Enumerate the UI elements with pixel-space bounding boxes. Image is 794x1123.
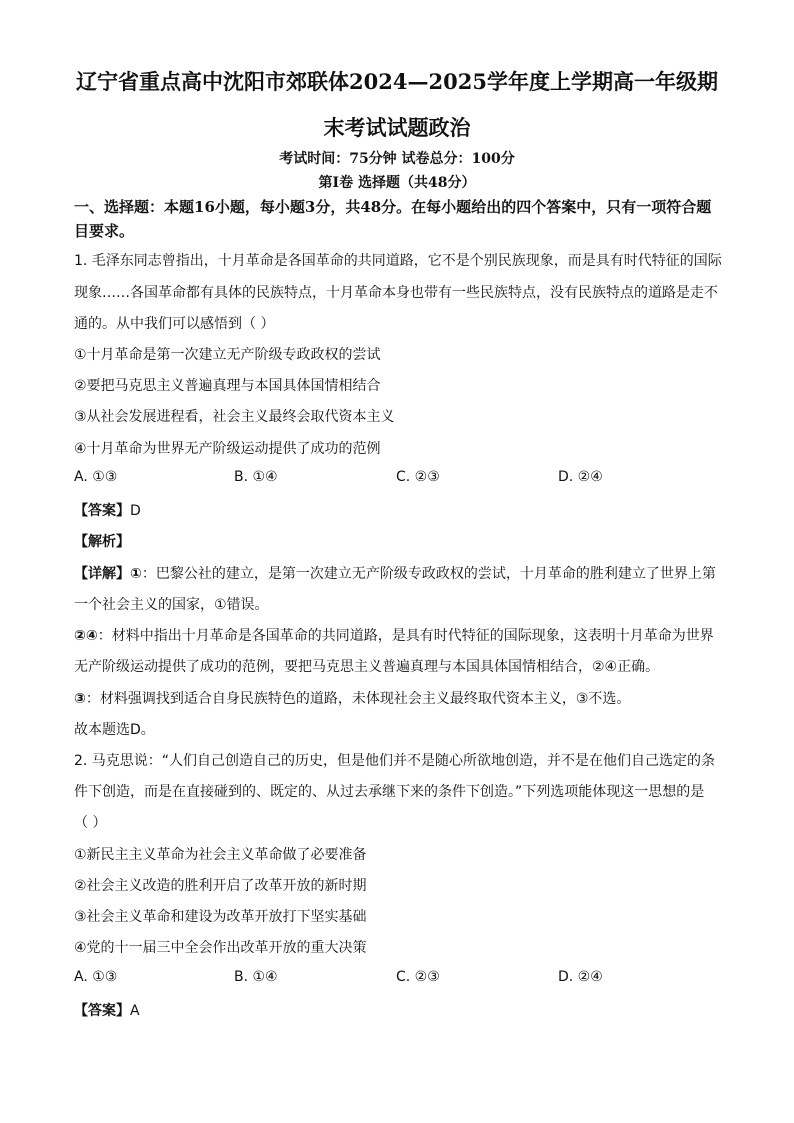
q1-option-d: D. ②④ bbox=[558, 469, 603, 485]
q1-detail-line5 bbox=[74, 688, 724, 708]
q2-option-b: B. ①④ bbox=[234, 969, 278, 985]
q1-detail-line3 bbox=[74, 625, 724, 645]
exam-info: 考试时间：75分钟 试卷总分：100分 bbox=[279, 151, 515, 167]
q1-conclusion: 故本题选D。 bbox=[74, 722, 155, 738]
exam-title-line1: 辽宁省重点高中沈阳市郊联体2024—2025学年度上学期高一年级期 bbox=[76, 69, 718, 94]
q1-item-2: ②要把马克思主义普遍真理与本国具体国情相结合 bbox=[74, 378, 381, 394]
q2-stem-line1: 2. 马克思说：“人们自己创造自己的历史，但是他们并不是随心所欲地创造，并不是在他们自己选定的条 bbox=[74, 753, 716, 769]
q1-detail-text1a: ：巴黎公社的建立，是第一次建立无产阶级专政政权的尝试，十月革命的胜利建立了世界上第 bbox=[141, 566, 716, 582]
q1-option-c: C. ②③ bbox=[396, 469, 440, 485]
q2-option-d: D. ②④ bbox=[558, 969, 603, 985]
q1-option-b: B. ①④ bbox=[234, 469, 278, 485]
q2-item-4: ④党的十一届三中全会作出改革开放的重大决策 bbox=[74, 940, 367, 956]
q2-option-c: C. ②③ bbox=[396, 969, 440, 985]
q1-detail-line2: 一个社会主义的国家，①错误。 bbox=[74, 597, 269, 613]
q2-option-a: A. ①③ bbox=[74, 969, 118, 985]
q1-stem-line1: 1. 毛泽东同志曾指出，十月革命是各国革命的共同道路，它不是个别民族现象，而是具有时代特征的国际 bbox=[74, 253, 722, 269]
q1-detail-mark2: ②④ bbox=[74, 628, 98, 644]
q2-stem-line3: （ ） bbox=[74, 815, 107, 831]
q1-detail-text3: ：材料强调找到适合自身民族特色的道路，未体现社会主义最终取代资本主义，③不选。 bbox=[85, 691, 631, 707]
exam-title-line2: 末考试试题政治 bbox=[323, 115, 471, 140]
q1-detail-label: 【详解】 bbox=[74, 566, 130, 582]
q2-answer bbox=[74, 1000, 724, 1020]
q2-item-3: ③社会主义革命和建设为改革开放打下坚实基础 bbox=[74, 909, 367, 925]
part-title: 第Ⅰ卷 选择题（共48分） bbox=[318, 175, 476, 191]
q1-detail-text2a: ：材料中指出十月革命是各国革命的共同道路，是具有时代特征的国际现象，这表明十月革命为世界 bbox=[97, 628, 714, 644]
q2-stem-line2: 件下创造，而是在直接碰到的、既定的、从过去承继下来的条件下创造。”下列选项能体现这一思想的是 bbox=[74, 784, 705, 800]
q1-detail-line1 bbox=[74, 563, 724, 583]
q1-answer bbox=[74, 500, 724, 520]
q1-option-a: A. ①③ bbox=[74, 469, 118, 485]
q1-detail-mark1: ① bbox=[130, 566, 142, 582]
q2-answer-value: A bbox=[130, 1003, 140, 1019]
q1-item-3: ③从社会发展进程看，社会主义最终会取代资本主义 bbox=[74, 409, 395, 425]
q1-item-1: ①十月革命是第一次建立无产阶级专政政权的尝试 bbox=[74, 347, 381, 363]
q1-stem-line2: 现象……各国革命都有具体的民族特点，十月革命本身也带有一些民族特点，没有民族特点的道路是走不 bbox=[74, 285, 718, 301]
q1-item-4: ④十月革命为世界无产阶级运动提供了成功的范例 bbox=[74, 441, 381, 457]
q1-analysis-label: 【解析】 bbox=[74, 534, 130, 550]
q1-answer-label: 【答案】 bbox=[74, 503, 130, 519]
section-heading: 一、选择题：本题16小题，每小题3分，共48分。在每小题给出的四个答案中，只有一项符合题目要求。 bbox=[74, 198, 712, 240]
q2-answer-label: 【答案】 bbox=[74, 1003, 130, 1019]
q2-item-1: ①新民主主义革命为社会主义革命做了必要准备 bbox=[74, 847, 367, 863]
q1-detail-mark3: ③ bbox=[74, 691, 86, 707]
q1-stem-line3: 通的。从中我们可以感悟到（ ） bbox=[74, 316, 275, 332]
q2-item-2: ②社会主义改造的胜利开启了改革开放的新时期 bbox=[74, 878, 367, 894]
q1-detail-line4: 无产阶级运动提供了成功的范例，要把马克思主义普遍真理与本国具体国情相结合，②④正确。 bbox=[74, 659, 660, 675]
q1-answer-value: D bbox=[130, 503, 141, 519]
